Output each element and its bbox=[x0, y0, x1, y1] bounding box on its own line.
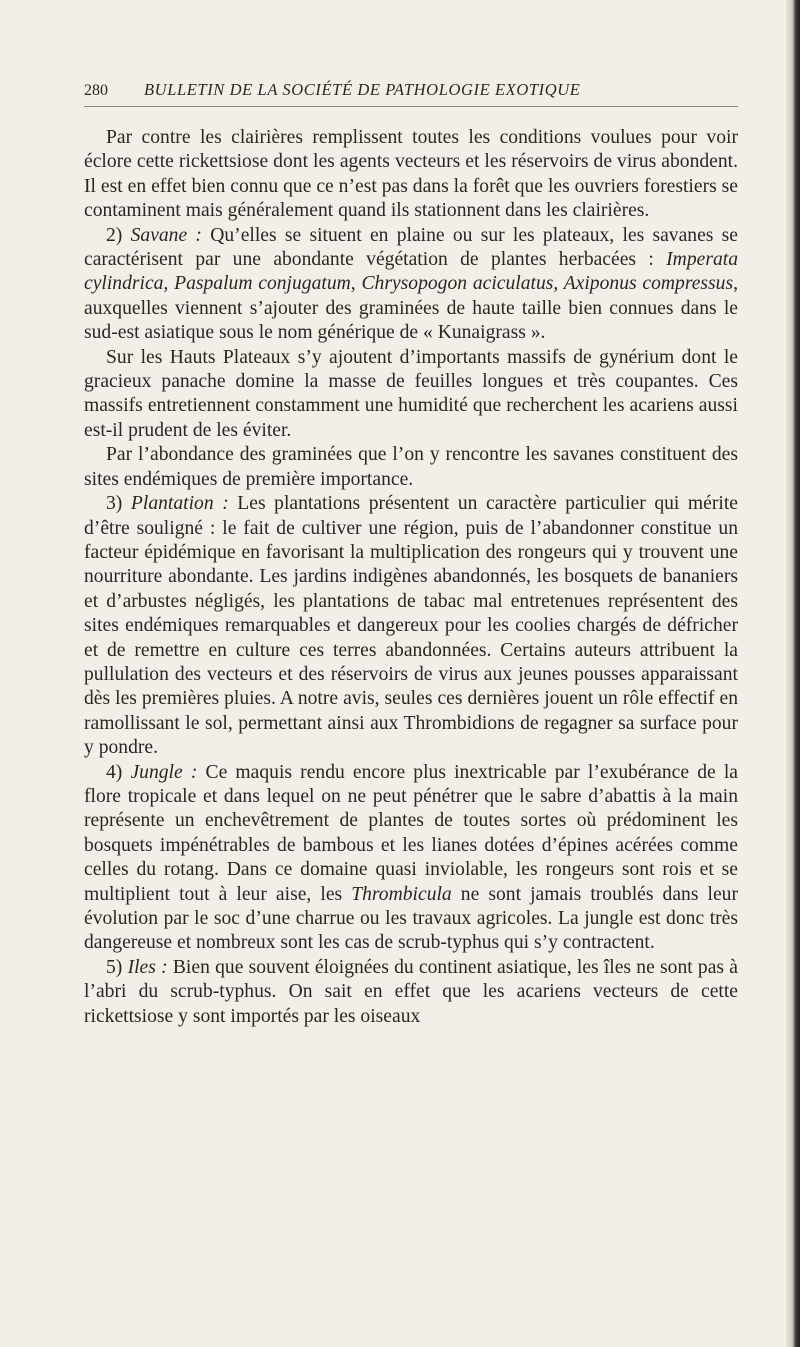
paragraph-text: Les plantations présentent un caractère particulier qui mérite d’être souligné : le fait de cultiver une région, puis de l’abandonner constitue un facteur épidémique en favorisant la multiplication des rongeurs qui y trouvent une nourriture abondante. Les jardins indigènes abandonnés, les bosquets de bananiers et d’arbustes négligés, les plantations de tabac mal entretenues représentent des sites endémiques remarquables et dangereux pour les coolies chargés de défricher et de remettre en culture ces terres abandonnées. Certains auteurs attribuent la pullulation des vecteurs et des réservoirs de virus aux jeunes pousses apparaissant dès les premières pluies. A notre avis, seules ces dernières jouent un rôle effectif en ramollissant le sol, permettant ainsi aux Thrombidions de regagner sa surface pour y pondre. bbox=[84, 493, 738, 759]
paragraph-jungle bbox=[84, 761, 738, 956]
page-header bbox=[84, 80, 738, 107]
section-number: 3) bbox=[106, 493, 131, 515]
species-list: Imperata cylindrica, Paspalum conjugatum, Chrysopogon aciculatus, Axiponus compressus, bbox=[84, 249, 738, 295]
section-label: Savane : bbox=[130, 224, 202, 246]
paragraph-text: Sur les Hauts Plateaux s’y ajoutent d’importants massifs de gynérium dont le gracieux panache domine la masse de feuilles longues et très coupantes. Ces massifs entretiennent constamment une humidité que recherchent les acariens aussi est-il prudent de les éviter. bbox=[84, 346, 738, 441]
paragraph-clairieres bbox=[84, 126, 738, 224]
paragraph-text: ne sont jamais troublés dans leur évolution par le soc d’une charrue ou les travaux agricoles. La jungle est donc très dangereuse et nombreux sont les cas de scrub-typhus qui s’y contractent. bbox=[84, 883, 738, 954]
article-body bbox=[84, 126, 738, 1029]
paragraph-plantation bbox=[84, 492, 738, 760]
paragraph-text: Qu’elles se situent en plaine ou sur les plateaux, les savanes se caractérisent par une abondante végétation de plantes herbacées : bbox=[84, 224, 738, 271]
paragraph-graminees bbox=[84, 443, 738, 492]
section-label: Plantation : bbox=[130, 493, 229, 515]
section-number: 2) bbox=[106, 224, 131, 246]
running-title: BULLETIN DE LA SOCIÉTÉ DE PATHOLOGIE EXOTIQUE bbox=[144, 80, 581, 99]
book-spine-shadow bbox=[786, 0, 800, 1347]
paragraph-text: Bien que souvent éloignées du continent asiatique, les îles ne sont pas à l’abri du scrub-typhus. On sait en effet que les acariens vecteurs de cette rickettsiose y sont importés par les oiseaux bbox=[84, 956, 738, 1027]
section-label: Iles : bbox=[127, 956, 168, 978]
paragraph-savane bbox=[84, 224, 738, 346]
section-number: 4) bbox=[106, 761, 131, 783]
genus-name: Thrombicula bbox=[351, 883, 452, 905]
paragraph-text: Par contre les clairières remplissent toutes les conditions voulues pour voir éclore cette rickettsiose dont les agents vecteurs et les réservoirs de virus abondent. Il est en effet bien connu que ce n’est pas dans la forêt que les ouvriers forestiers se contaminent mais généralement quand ils stationnent dans les clairières. bbox=[84, 127, 738, 222]
section-label: Jungle : bbox=[130, 761, 198, 783]
section-number: 5) bbox=[106, 956, 128, 978]
paragraph-text: Ce maquis rendu encore plus inextricable par l’exubérance de la flore tropicale et dans lequel on ne peut pénétrer que le sabre d’abattis à la main représente un enchevêtrement de plantes de toutes sortes où prédominent les bosquets impénétrables de bambous et les lianes dotées d’épines acérées comme celles du rotang. Dans ce domaine quasi inviolable, les rongeurs sont rois et se multiplient tout à leur aise, les bbox=[84, 761, 738, 905]
journal-page bbox=[84, 80, 738, 1029]
paragraph-iles bbox=[84, 956, 738, 1029]
page-number: 280 bbox=[84, 82, 108, 99]
paragraph-text: Par l’abondance des graminées que l’on y rencontre les savanes constituent des sites endémiques de première importance. bbox=[84, 444, 738, 490]
paragraph-text: auxquelles viennent s’ajouter des graminées de haute taille bien connues dans le sud-est asiatique sous le nom générique de « Kunaigrass ». bbox=[84, 297, 738, 344]
paragraph-hauts-plateaux bbox=[84, 346, 738, 444]
